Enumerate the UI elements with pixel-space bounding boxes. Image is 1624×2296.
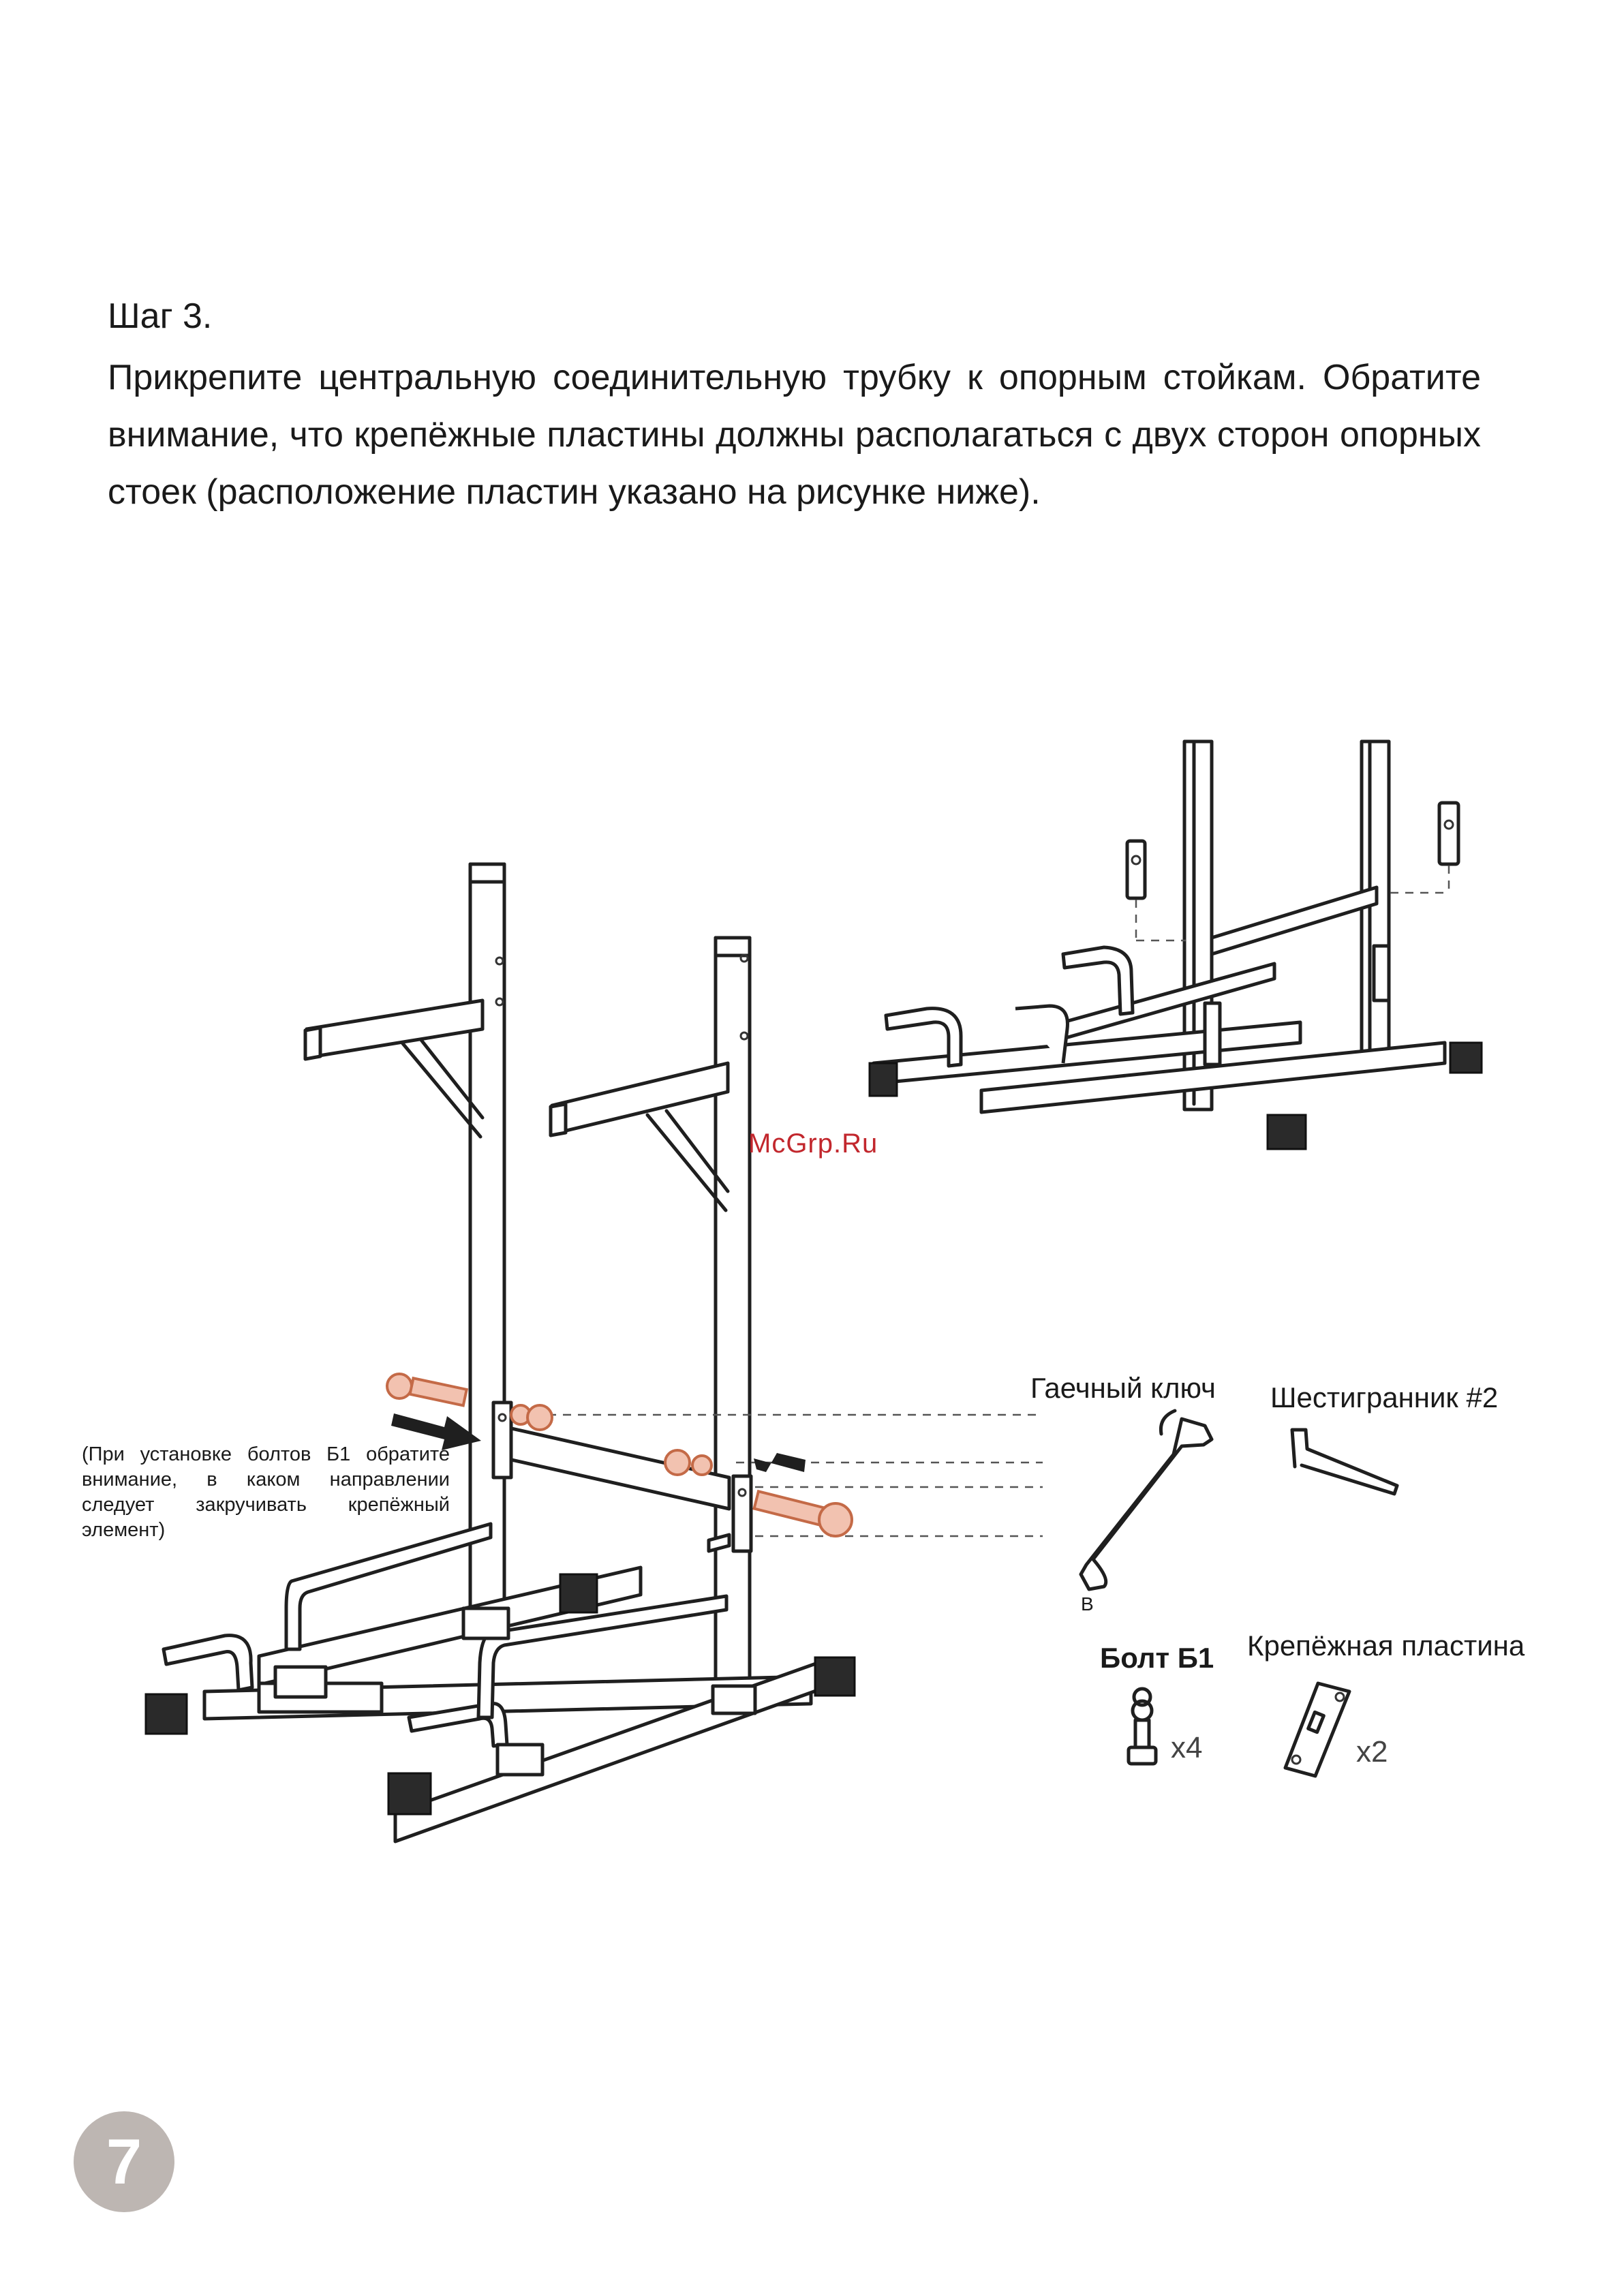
page-number: 7: [74, 2111, 174, 2212]
foot-3: [560, 1574, 597, 1612]
wrench-end-label: B: [1081, 1593, 1094, 1614]
foot-2: [388, 1773, 431, 1814]
bolt-quantity: x4: [1171, 1731, 1203, 1764]
bolt-label: Болт Б1: [1100, 1642, 1214, 1674]
fastening-plate-icon: [1285, 1683, 1349, 1776]
bolt-direction-note: (При установке болтов Б1 обратите внимание, в каком направлении следует закручивать крепёжный элемент): [82, 1443, 450, 1541]
left-upright: [470, 864, 504, 1614]
plate-right: [733, 1476, 751, 1551]
hex-key-icon: [1292, 1430, 1397, 1494]
right-dip-arm: [552, 1063, 728, 1134]
right-upright: [716, 938, 750, 1687]
wrench-label: Гаечный ключ: [1030, 1372, 1216, 1404]
hex-key-label: Шестигранник #2: [1270, 1381, 1499, 1413]
bolt-icon: [1129, 1689, 1156, 1764]
arrow-right: [754, 1453, 806, 1472]
step-instructions: Прикрепите центральную соединительную трубку к опорным стойкам. Обратите внимание, что крепёжные пластины должны располагаться с двух сторон опорных стоек (расположение пластин указано на рисунке ниже).: [108, 358, 1481, 512]
step-title: Шаг 3.: [108, 296, 213, 336]
plate-label: Крепёжная пластина: [1247, 1629, 1525, 1662]
watermark: McGrp.Ru: [748, 1129, 878, 1159]
foot-1: [146, 1694, 187, 1734]
wrench-icon: [1081, 1411, 1212, 1589]
pushup-handle-left: [164, 1636, 252, 1690]
main-frame-drawing: [146, 864, 855, 1841]
foot-4: [815, 1657, 855, 1696]
inset-assembled-drawing: [870, 741, 1482, 1149]
left-dip-arm: [307, 1000, 482, 1058]
plate-quantity: x2: [1356, 1735, 1388, 1769]
